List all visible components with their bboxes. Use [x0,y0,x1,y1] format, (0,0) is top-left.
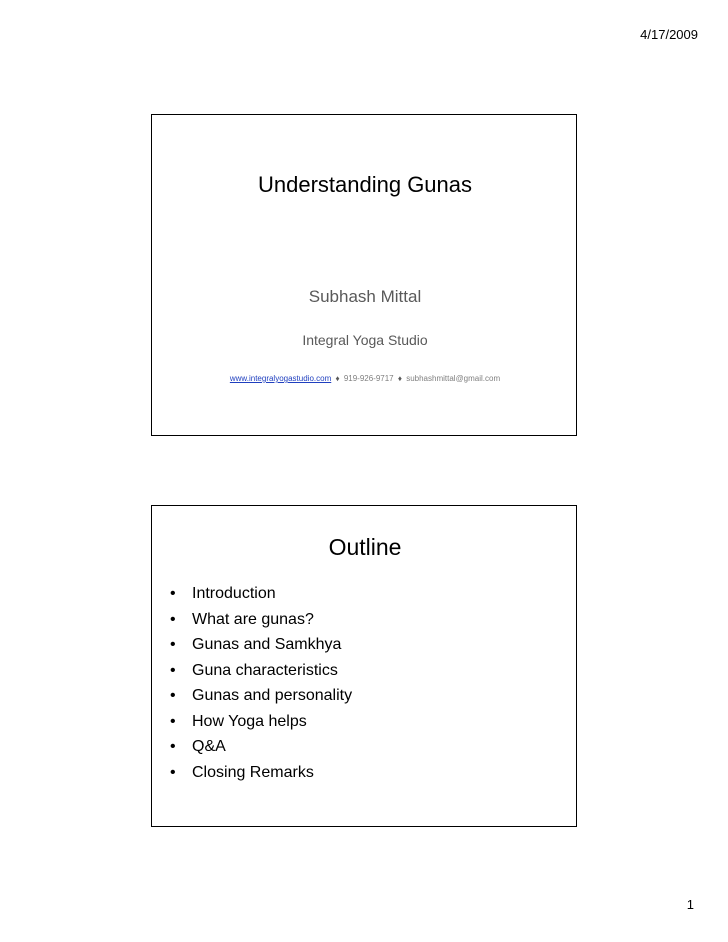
list-item-label: Gunas and Samkhya [192,636,342,653]
bullet-icon: • [170,661,176,679]
bullet-icon: • [170,738,176,755]
separator-diamond: ♦ [335,374,340,383]
list-item [170,581,352,607]
list-item-label: Q&A [192,738,226,755]
slide-title: Understanding Gunas [257,172,473,197]
list-item-label: What are gunas? [192,610,314,628]
bullet-icon: • [170,687,176,704]
list-item [170,658,352,684]
list-item-label: Closing Remarks [192,763,314,781]
bullet-icon: • [170,610,176,628]
author-name: Subhash Mittal [308,287,422,306]
outline-slide [151,505,577,827]
slide-title: Outline [328,534,402,560]
page-date: 4/17/2009 [640,27,698,42]
list-item [170,734,352,760]
list-item [170,709,352,735]
list-item-label: Guna characteristics [192,661,338,679]
list-item [170,632,352,658]
list-item [170,607,352,633]
separator-diamond: ♦ [397,374,402,383]
title-slide [151,114,577,436]
bullet-icon: • [170,763,176,781]
list-item [170,760,352,786]
list-item-label: Gunas and personality [192,687,353,704]
outline-list [170,581,352,785]
list-item [170,683,352,709]
organization-name: Integral Yoga Studio [302,332,428,348]
list-item-label: How Yoga helps [192,712,307,730]
bullet-icon: • [170,585,176,602]
contact-line [152,374,578,383]
email-address: subhashmittal@gmail.com [406,374,501,383]
website-link[interactable]: www.integralyogastudio.com [229,374,332,383]
page-number: 1 [686,897,694,912]
phone-number: 919-926-9717 [343,374,394,383]
bullet-icon: • [170,712,176,730]
bullet-icon: • [170,636,176,653]
list-item-label: Introduction [192,585,276,602]
